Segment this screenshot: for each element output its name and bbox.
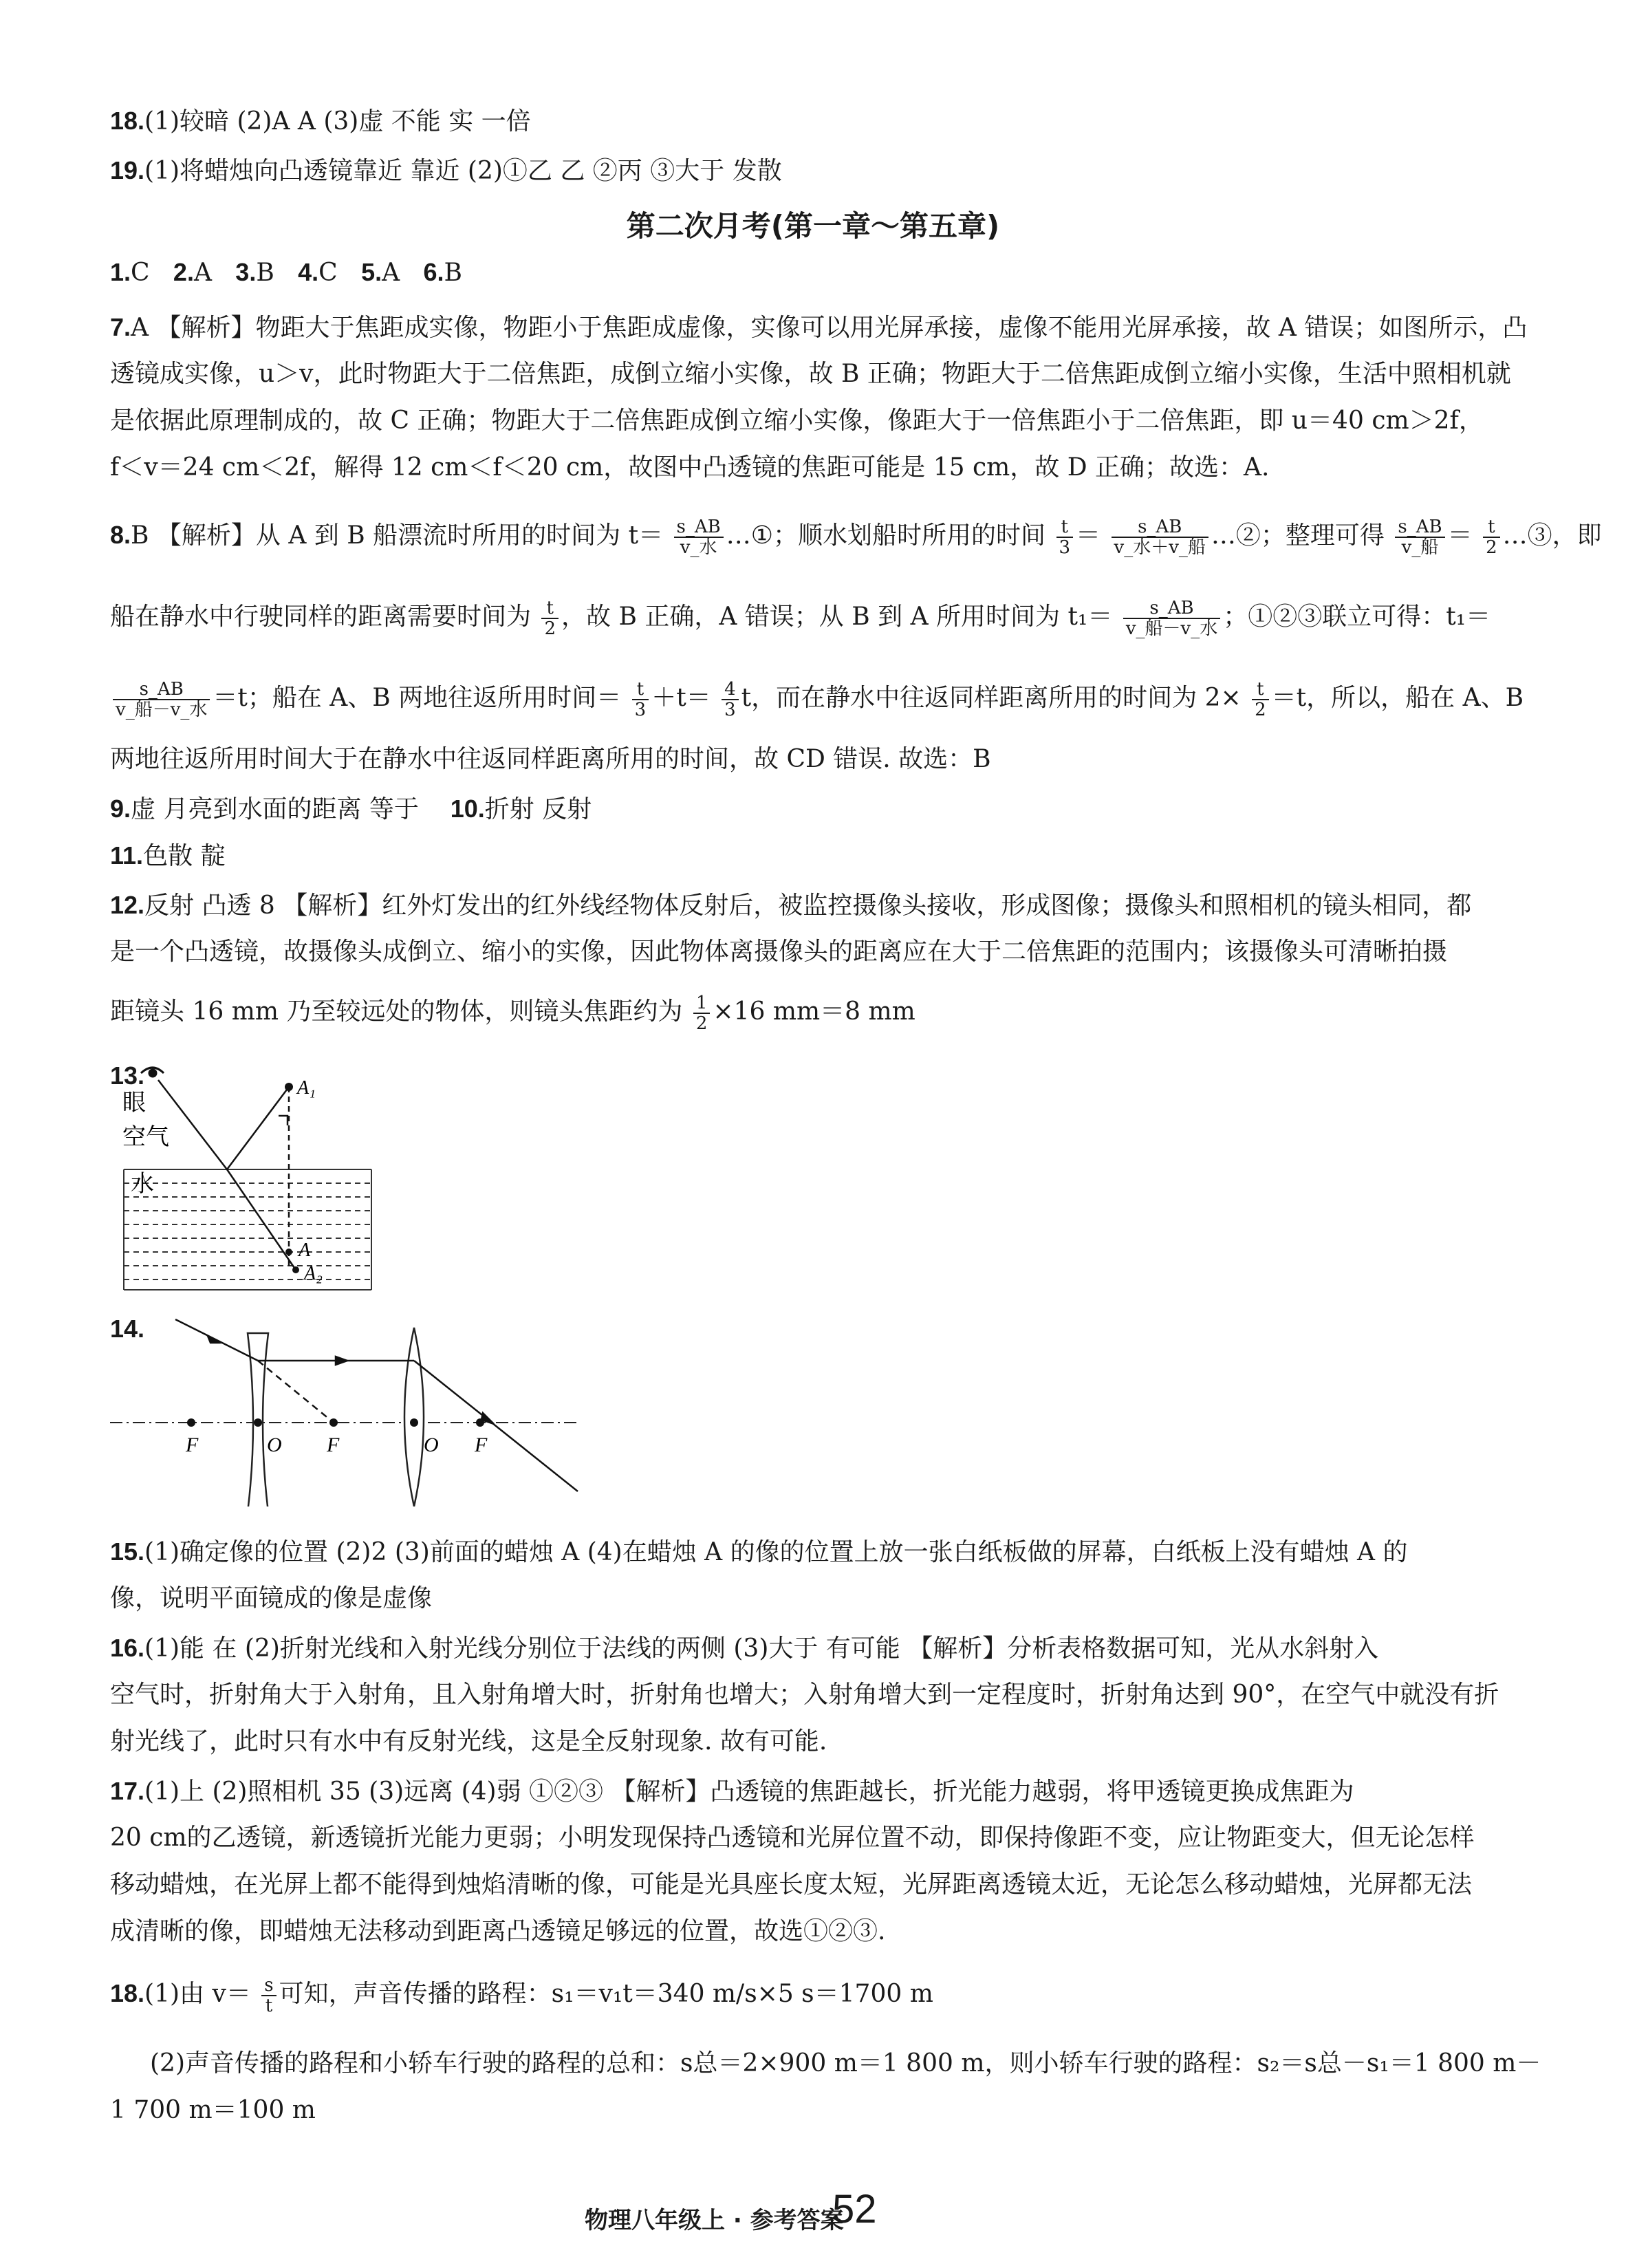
q17-line-2: 20 cm的乙透镜，新透镜折光能力更弱；小明发现保持凸透镜和光屏位置不动，即保持像距不变，应让物距变大，但无论怎样 — [110, 1824, 1475, 1852]
f2-label: F — [327, 1434, 340, 1456]
fraction: $\frac{s\_AB}{\text{v\_船}}$ — [1395, 517, 1444, 557]
fraction: $\frac{s}{t}$ — [261, 1976, 276, 2016]
section-title: 第二次月考(第一章～第五章) — [626, 209, 1000, 243]
point-a-label: A — [299, 1240, 311, 1261]
q8-line-3: $\frac{s\_AB}{\text{v\_船－v\_水}}$ ＝t；船在 A、B 两地往返所用时间＝ $\frac{t}{3}$ ＋t＝ $\frac{4}{3}$ t，而在静水中往返同样距离所用的时间为 2× $\frac{t}{2}$ ＝t，所以，船在 A、B — [110, 680, 1517, 720]
q7-line-1: 7.A 【解析】物距大于焦距成实像，物距小于焦距成虚像，实像可以用光屏承接，虚像不能用光屏承接，故 A 错误；如图所示，凸 — [110, 313, 1528, 342]
footer-label: 物理八年级上 · 参考答案 — [585, 2207, 844, 2234]
q18-line-3: 1 700 m＝100 m — [110, 2096, 316, 2124]
f3-label: F — [475, 1434, 488, 1456]
q16-line-3: 射光线了，此时只有水中有反射光线，这是全反射现象. 故有可能. — [110, 1727, 827, 1756]
focus-right — [476, 1418, 484, 1427]
q7-line-3: 是依据此原理制成的，故 C 正确；物距大于二倍焦距成倒立缩小实像，像距大于一倍焦距小于二倍焦距，即 u＝40 cm＞2f， — [110, 407, 1484, 435]
air-label: 空气 — [122, 1125, 169, 1150]
q7-line-4: f＜v＝24 cm＜2f，解得 12 cm＜f＜20 cm，故图中凸透镜的焦距可能是 15 cm，故 D 正确；故选：A. — [110, 453, 1270, 482]
q8-line-4: 两地往返所用时间大于在静水中往返同样距离所用的时间，故 CD 错误. 故选：B — [110, 745, 991, 773]
multiple-choice-answers: 1.C 2.A 3.B 4.C 5.A 6.B — [110, 258, 462, 287]
light-rays — [158, 1080, 296, 1270]
point-a2 — [292, 1266, 299, 1273]
optical-center-1 — [254, 1418, 262, 1427]
focus-left — [187, 1418, 195, 1427]
fraction: $\frac{s\_AB}{\text{v\_水}}$ — [674, 517, 724, 557]
fraction: $\frac{s\_AB}{\text{v\_船－v\_水}}$ — [1123, 598, 1220, 638]
page-number: 52 — [832, 2187, 877, 2232]
prev-q19: 19.(1)将蜡烛向凸透镜靠近 靠近 (2)①乙 乙 ②丙 ③大于 发散 — [110, 156, 782, 185]
point-a1 — [285, 1083, 293, 1091]
q16-line-2: 空气时，折射角大于入射角，且入射角增大时，折射角也增大；入射角增大到一定程度时，折射角达到 90°，在空气中就没有折 — [110, 1681, 1499, 1709]
convex-lens — [404, 1328, 424, 1506]
point-a2-label: A₂ — [304, 1263, 323, 1284]
q16-line-1: 16.(1)能 在 (2)折射光线和入射光线分别位于法线的两侧 (3)大于 有可能 【解析】分析表格数据可知，光从水斜射入 — [110, 1634, 1379, 1663]
eye-label: 眼 — [122, 1090, 146, 1116]
o2-label: O — [424, 1434, 439, 1456]
fraction: $\frac{t}{2}$ — [1483, 517, 1500, 557]
q15-line-2: 像，说明平面镜成的像是虚像 — [110, 1584, 433, 1612]
q17-line-3: 移动蜡烛，在光屏上都不能得到烛焰清晰的像，可能是光具座长度太短，光屏距离透镜太近，无论怎么移动蜡烛，光屏都无法 — [110, 1870, 1473, 1899]
q7-line-2: 透镜成实像，u＞v，此时物距大于二倍焦距，成倒立缩小实像，故 B 正确；物距大于二倍焦距成倒立缩小实像，生活中照相机就 — [110, 360, 1511, 388]
fraction: $\frac{s\_AB}{\text{v\_船－v\_水}}$ — [113, 680, 210, 720]
fraction: $\frac{1}{2}$ — [693, 993, 711, 1033]
water-region — [124, 1169, 371, 1290]
point-a1-label: A₁ — [297, 1077, 316, 1099]
q11: 11.色散 靛 — [110, 841, 226, 870]
prev-q18: 18.(1)较暗 (2)A A (3)虚 不能 实 一倍 — [110, 107, 531, 136]
q9-q10: 9.虚 月亮到水面的距离 等于 10.折射 反射 — [110, 795, 592, 823]
light-rays — [175, 1319, 578, 1491]
f1-label: F — [186, 1434, 199, 1456]
fraction: $\frac{t}{3}$ — [632, 680, 649, 720]
q12-line-2: 是一个凸透镜，故摄像头成倒立、缩小的实像，因此物体离摄像头的距离应在大于二倍焦距的范围内；该摄像头可清晰拍摄 — [110, 938, 1448, 966]
q8-line-2: 船在静水中行驶同样的距离需要时间为 $\frac{t}{2}$ ，故 B 正确，A 错误；从 B 到 A 所用时间为 t₁＝ $\frac{s\_AB}{\text{v\_船－v\_水}}$ ；①②③联立可得：t₁＝ — [110, 598, 1491, 639]
eye-icon — [141, 1068, 164, 1077]
q13-number: 13. — [110, 1061, 145, 1090]
q14-lens-diagram — [103, 1307, 598, 1506]
optical-center-2 — [410, 1418, 418, 1427]
q18-line-2: (2)声音传播的路程和小轿车行驶的路程的总和：s总＝2×900 m＝1 800 m，则小轿车行驶的路程：s₂＝s总－s₁＝1 800 m－ — [150, 2049, 1541, 2077]
q14-number: 14. — [110, 1315, 145, 1343]
fraction: $\frac{4}{3}$ — [722, 680, 739, 720]
fraction: $\frac{s\_AB}{\text{v\_水＋v\_船}}$ — [1112, 517, 1208, 557]
q17-line-1: 17.(1)上 (2)照相机 35 (3)远离 (4)弱 ①②③ 【解析】凸透镜的焦距越长，折光能力越弱，将甲透镜更换成焦距为 — [110, 1777, 1354, 1806]
q12-line-1: 12.反射 凸透 8 【解析】红外灯发出的红外线经物体反射后，被监控摄像头接收，形成图像；摄像头和照相机的镜头相同，都 — [110, 891, 1472, 920]
o1-label: O — [267, 1434, 282, 1456]
q15-line-1: 15.(1)确定像的位置 (2)2 (3)前面的蜡烛 A (4)在蜡烛 A 的像的位置上放一张白纸板做的屏幕，白纸板上没有蜡烛 A 的 — [110, 1537, 1408, 1566]
fraction: $\frac{t}{2}$ — [1252, 680, 1269, 720]
fraction: $\frac{t}{2}$ — [541, 598, 559, 638]
q18-line-1: 18.(1)由 v＝ $\frac{s}{t}$ 可知，声音传播的路程：s₁＝v₁t＝340 m/s×5 s＝1700 m — [110, 1975, 933, 2016]
q13-reflection-refraction-diagram — [110, 1052, 399, 1300]
fraction: $\frac{t}{3}$ — [1056, 517, 1074, 557]
water-label: 水 — [131, 1171, 154, 1197]
point-a — [285, 1249, 292, 1255]
q12-line-3: 距镜头 16 mm 乃至较远处的物体，则镜头焦距约为 $\frac{1}{2}$ ×16 mm＝8 mm — [110, 993, 915, 1034]
q8-line-1: 8.B 【解析】从 A 到 B 船漂流时所用的时间为 t＝ $\frac{s\_AB}{\text{v\_水}}$ …①；顺水划船时所用的时间 $\frac{t}{3}$ ＝ $\frac{s\_AB}{\text{v\_水＋v\_船}}$ …②；整理可得 $\frac{s\_AB}{\text{v\_船}}$ ＝ $\frac{t}{2}$ …③，即 — [110, 517, 1602, 558]
focus-mid — [329, 1418, 338, 1427]
q17-line-4: 成清晰的像，即蜡烛无法移动到距离凸透镜足够远的位置，故选①②③. — [110, 1917, 886, 1945]
